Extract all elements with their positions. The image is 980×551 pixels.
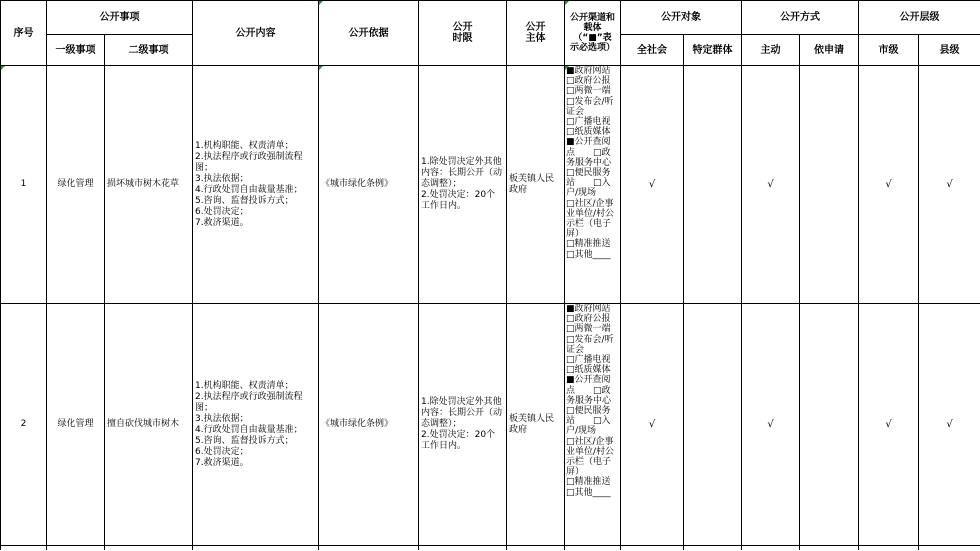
- header-level1: 一级事项: [47, 35, 105, 66]
- content-line: 2.执法程序或行政强制流程图；: [195, 151, 303, 173]
- row-target-all: √: [621, 304, 684, 546]
- row-level-county: √: [919, 66, 980, 304]
- row-level-city: √: [859, 66, 919, 304]
- channel-line: 户/现场: [566, 426, 597, 437]
- row-target-specific: [684, 304, 742, 546]
- channel-line: □社区/企事: [566, 436, 614, 447]
- row-level-county: √: [919, 304, 980, 546]
- channel-line: 务服务中心: [566, 395, 612, 406]
- channel-line: 户/现场: [566, 188, 597, 199]
- row-channel: [565, 304, 621, 546]
- channel-line: □便民服务: [566, 406, 611, 417]
- row-time-limit: [419, 304, 507, 546]
- row-level1: 绿化管理: [47, 304, 105, 546]
- channel-line: □广播电视: [566, 117, 611, 128]
- partial-cell: [621, 546, 684, 551]
- content-line: 5.咨询、监督投诉方式；: [195, 195, 294, 206]
- header-channel-line: （“■”表: [573, 33, 612, 43]
- row-target-specific: [684, 66, 742, 304]
- channel-line: 屏）: [566, 229, 585, 240]
- row-method-request: [800, 304, 859, 546]
- header-channel-line: 载体: [583, 23, 602, 33]
- channel-line: ■公开查阅: [566, 137, 611, 148]
- header-subject-line1: 公开: [525, 22, 546, 33]
- header-subject-line2: 主体: [525, 33, 546, 44]
- partial-cell: [1, 546, 47, 551]
- channel-line: □社区/企事: [566, 198, 614, 209]
- partial-cell: [565, 546, 621, 551]
- content-line: 4.行政处罚自由裁量基准；: [195, 184, 303, 195]
- row-method-active: √: [742, 66, 800, 304]
- header-seq: 序号: [1, 1, 47, 66]
- channel-line: □两微一端: [566, 324, 611, 335]
- channel-line: 站 □入: [566, 416, 611, 427]
- content-line: 5.咨询、监督投诉方式；: [195, 435, 294, 446]
- header-method-active: 主动: [742, 35, 800, 66]
- header-level-county: 县级: [919, 35, 980, 66]
- content-line: 6.处罚决定；: [195, 446, 249, 457]
- content-line: 3.执法依据；: [195, 173, 249, 184]
- channel-line: □发布会/听: [566, 334, 614, 345]
- channel-line: 业单位/村公: [566, 446, 615, 457]
- channel-line: ■政府网站: [566, 304, 611, 314]
- row-content: [193, 66, 319, 304]
- row-seq: 2: [1, 304, 47, 546]
- channel-line: 证会: [566, 106, 585, 117]
- row-subject: 板芙镇人民政府: [507, 66, 565, 304]
- row-method-request: [800, 66, 859, 304]
- content-line: 7.救济渠道。: [195, 217, 249, 228]
- row-level2: 擅自砍伐城市树木: [105, 304, 193, 546]
- channel-line: 示栏（电子: [566, 219, 612, 230]
- channel-line: □政府公报: [566, 76, 611, 87]
- channel-line: 点 □政: [566, 385, 611, 396]
- header-target: 公开对象: [621, 1, 742, 35]
- row-channel: [565, 66, 621, 304]
- content-line: 6.处罚决定；: [195, 206, 249, 217]
- partial-cell: [859, 546, 919, 551]
- row-method-active: √: [742, 304, 800, 546]
- content-line: 3.执法依据；: [195, 413, 249, 424]
- header-content: 公开内容: [193, 1, 319, 66]
- channel-line: 证会: [566, 344, 585, 355]
- content-line: 2.执法程序或行政强制流程图；: [195, 391, 303, 413]
- partial-cell: [742, 546, 800, 551]
- partial-cell: [507, 546, 565, 551]
- table-row: [1, 304, 980, 546]
- channel-line: □纸质媒体: [566, 365, 611, 376]
- header-basis: 公开依据: [319, 1, 419, 66]
- channel-line: □发布会/听: [566, 96, 614, 107]
- channel-line: ■公开查阅: [566, 375, 611, 386]
- row-content: [193, 304, 319, 546]
- partial-cell: [47, 546, 105, 551]
- row-level2: 损坏城市树木花草: [105, 66, 193, 304]
- channel-line: ■政府网站: [566, 66, 611, 76]
- header-time-limit-line1: 公开: [452, 22, 473, 33]
- partial-cell: [319, 546, 419, 551]
- row-target-all: √: [621, 66, 684, 304]
- header-target-specific: 特定群体: [684, 35, 742, 66]
- row-seq: 1: [1, 66, 47, 304]
- table-row: [1, 66, 980, 304]
- partial-cell: [105, 546, 193, 551]
- row-subject: 板芙镇人民政府: [507, 304, 565, 546]
- header-channel-line: 公开渠道和: [569, 13, 615, 23]
- time-limit-line: 1.除处罚决定外其他内容：长期公开（动态调整）；: [421, 157, 503, 189]
- header-channel-line: 示必选项）: [569, 43, 615, 53]
- partial-cell: [800, 546, 859, 551]
- channel-line: □其他____: [566, 487, 611, 498]
- row-basis: 《城市绿化条例》: [319, 304, 419, 546]
- partial-cell: [684, 546, 742, 551]
- channel-line: □广播电视: [566, 355, 611, 366]
- partial-cell: [419, 546, 507, 551]
- partial-cell: [919, 546, 980, 551]
- header-level2: 二级事项: [105, 35, 193, 66]
- table-row-partial: [1, 546, 980, 551]
- channel-line: 屏）: [566, 467, 585, 478]
- header-method: 公开方式: [742, 1, 859, 35]
- row-level-city: √: [859, 304, 919, 546]
- channel-line: 示栏（电子: [566, 457, 612, 468]
- content-line: 4.行政处罚自由裁量基准；: [195, 424, 303, 435]
- content-line: 1.机构职能、权责清单；: [195, 380, 294, 391]
- time-limit-line: 2.处罚决定：20个工作日内。: [421, 430, 496, 451]
- header-channel: [565, 1, 621, 66]
- time-limit-line: 2.处罚决定：20个工作日内。: [421, 190, 496, 211]
- header-level: 公开层级: [859, 1, 980, 35]
- header-items: 公开事项: [47, 1, 193, 35]
- header-time-limit: [419, 1, 507, 66]
- channel-line: □政府公报: [566, 314, 611, 325]
- time-limit-line: 1.除处罚决定外其他内容：长期公开（动态调整）；: [421, 397, 503, 429]
- channel-line: □其他____: [566, 249, 611, 260]
- channel-line: □两微一端: [566, 86, 611, 97]
- channel-line: 站 □入: [566, 178, 611, 189]
- channel-line: 务服务中心: [566, 157, 612, 168]
- header-target-all: 全社会: [621, 35, 684, 66]
- channel-line: □精准推送: [566, 477, 611, 488]
- channel-line: □便民服务: [566, 168, 611, 179]
- channel-line: 点 □政: [566, 147, 611, 158]
- channel-line: 业单位/村公: [566, 208, 615, 219]
- content-line: 1.机构职能、权责清单；: [195, 140, 294, 151]
- channel-line: □精准推送: [566, 239, 611, 250]
- partial-cell: [193, 546, 319, 551]
- header-subject: [507, 1, 565, 66]
- content-line: 7.救济渠道。: [195, 457, 249, 468]
- row-level1: 绿化管理: [47, 66, 105, 304]
- channel-line: □纸质媒体: [566, 127, 611, 138]
- header-time-limit-line2: 时限: [452, 33, 473, 44]
- header-level-city: 市级: [859, 35, 919, 66]
- row-basis: 《城市绿化条例》: [319, 66, 419, 304]
- row-time-limit: [419, 66, 507, 304]
- header-method-request: 依申请: [800, 35, 859, 66]
